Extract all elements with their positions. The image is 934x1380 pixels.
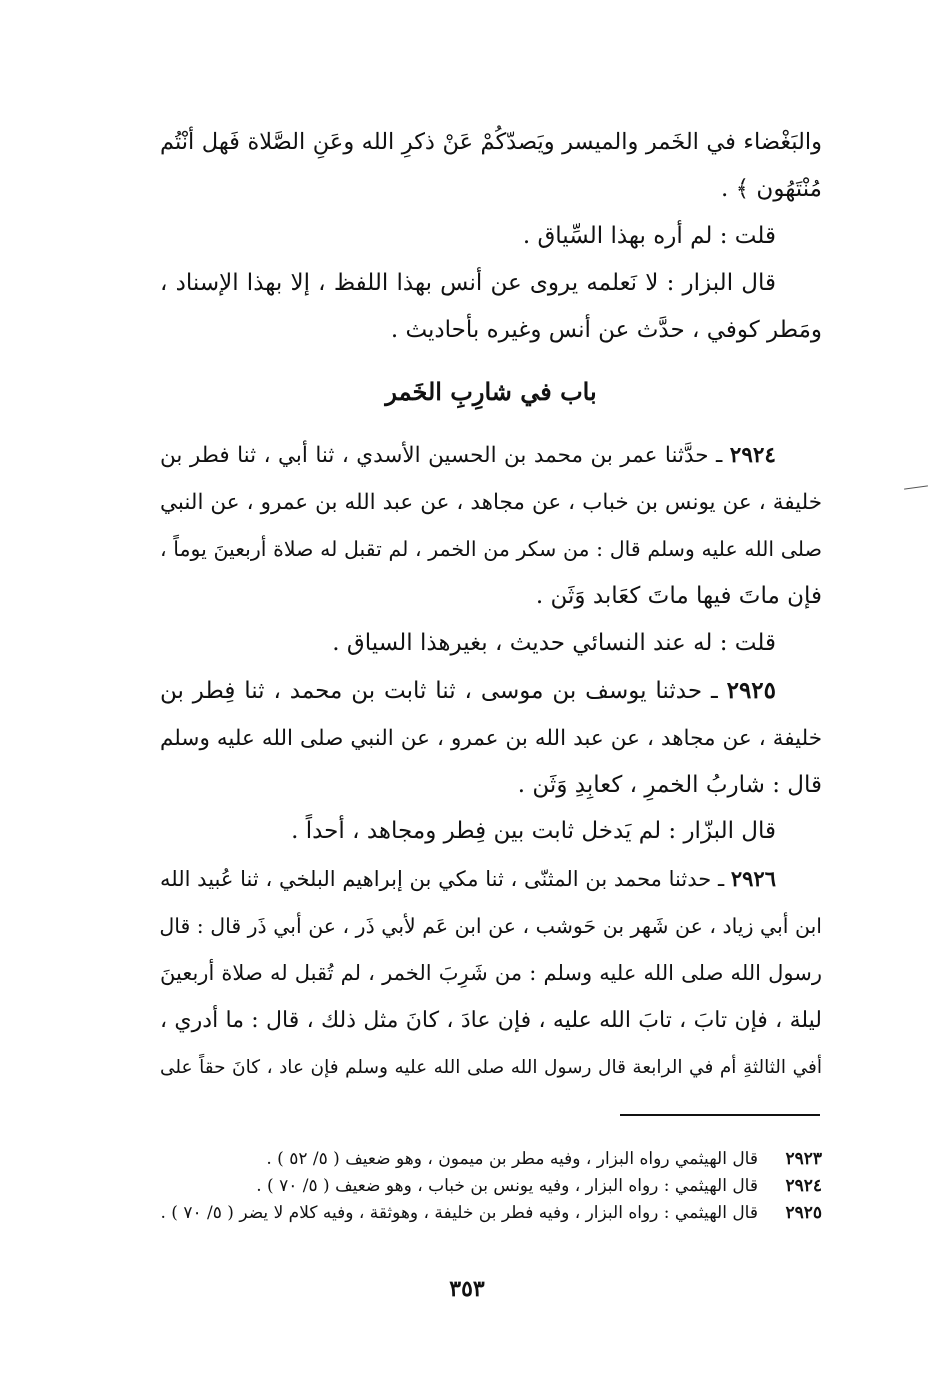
hadith-number: ٢٩٢٥: [726, 677, 777, 704]
hadith-text: ـ حدثنا محمد بن المثنّى ، ثنا مكي بن إبراهيم البلخي ، ثنا عُبيد الله: [160, 867, 725, 891]
text-line: رسول الله صلى الله عليه وسلم : من شَرِبَ الخمر ، لم تُقبل له صلاة أربعينَ: [160, 961, 822, 985]
text-line: [160, 667, 822, 715]
text-line: مُنْتَهُون ﴾ .: [721, 176, 822, 202]
author-note: [160, 213, 822, 260]
footnote-number: ٢٩٢٥: [785, 1203, 822, 1223]
footnote-separator: [620, 1114, 820, 1116]
hadith-text: ـ حدثنا يوسف بن موسى ، ثنا ثابت بن محمد ، ثنا فِطر بن: [160, 678, 718, 704]
scan-mark: [904, 485, 928, 489]
hadith-text: ـ حدَّثنا عمر بن محمد بن الحسين الأسدي ، ثنا أبي ، ثنا فطر بن: [160, 443, 723, 468]
footnotes: [160, 1146, 822, 1227]
footnote-number: ٢٩٢٤: [785, 1176, 822, 1196]
footnote-text: قال الهيثمي : رواه البزار ، وفيه يونس بن خباب ، وهو ضعيف ( ٥/ ٧٠ ) .: [256, 1176, 758, 1196]
text-line: [160, 432, 822, 479]
text-line: قال البزّار : لم يَدخل ثابت بين فِطر ومجاهد ، أحداً .: [291, 818, 776, 844]
text-line: قلت : له عند النسائي حديث ، بغيرهذا السياق .: [332, 630, 776, 656]
footnote: [160, 1200, 822, 1227]
text-line: ومَطر كوفي ، حدَّث عن أنس وغيره بأحاديث .: [390, 317, 822, 343]
text-line: والبَغْضاء في الخَمر والميسر ويَصدّكُمْ عَنْ ذكرِ الله وعَنِ الصَّلاة فَهل أنْتُم: [160, 129, 822, 155]
hadith-number: ٢٩٢٦: [730, 866, 776, 891]
page-number: ٣٥٣: [449, 1276, 485, 1302]
text-line: [160, 855, 822, 903]
footnote-text: قال الهيثمي رواه البزار ، وفيه مطر بن ميمون ، وهو ضعيف ( ٥/ ٥٢ ) .: [266, 1149, 758, 1169]
bazzar-comment: [160, 260, 822, 354]
hadith-number: ٢٩٢٤: [729, 443, 776, 468]
text-line: ليلة ، فإن تابَ ، تابَ الله عليه ، فإن عادَ ، كانَ مثل ذلك ، قال : ما أدري ،: [160, 1008, 822, 1033]
text-line: أفي الثالثةِ أم في الرابعة قال رسول الله صلى الله عليه وسلم فإن عاد ، كانَ حقاً على: [160, 1057, 822, 1078]
hadith-2926: [160, 855, 822, 1091]
footnote: [160, 1146, 822, 1173]
footnote: [160, 1173, 822, 1200]
footnote-text: قال الهيثمي : رواه البزار ، وفيه فطر بن خليفة ، وهوثقة ، وفيه كلام لا يضر ( ٥/ ٧٠ ) .: [160, 1203, 758, 1223]
text-line: قال البزار : لا نَعلمه يروى عن أنس بهذا اللفظ ، إلا بهذا الإسناد ،: [160, 270, 776, 296]
quran-verse-passage: [160, 119, 822, 213]
text-line: خليفة ، عن يونس بن خباب ، عن مجاهد ، عن عبد الله بن عمرو ، عن النبي: [160, 490, 822, 515]
text-line: قلت : لم أره بهذا السِّياق .: [522, 223, 776, 249]
hadith-2925: [160, 667, 822, 809]
author-note: [160, 620, 822, 667]
chapter-heading: باب في شارِبِ الخَمر: [385, 377, 597, 406]
hadith-2924: [160, 432, 822, 620]
footnote-number: ٢٩٢٣: [785, 1149, 822, 1169]
text-line: فإن ماتَ فيها ماتَ كعَابد وَثَن .: [535, 583, 822, 609]
text-line: ابن أبي زياد ، عن شَهر بن حَوشب ، عن ابن عَم لأبي ذَر ، عن أبي ذَر قال : قال: [159, 914, 822, 938]
text-line: صلى الله عليه وسلم قال : من سكر من الخمر ، لم تقبل له صلاة أربعينَ يوماً ،: [160, 537, 822, 561]
text-line: قال : شاربُ الخمرِ ، كعابِدِ وَثَن .: [517, 772, 822, 798]
bazzar-comment: [160, 808, 822, 855]
text-line: خليفة ، عن مجاهد ، عن عبد الله بن عمرو ، عن النبي صلى الله عليه وسلم: [160, 726, 822, 751]
